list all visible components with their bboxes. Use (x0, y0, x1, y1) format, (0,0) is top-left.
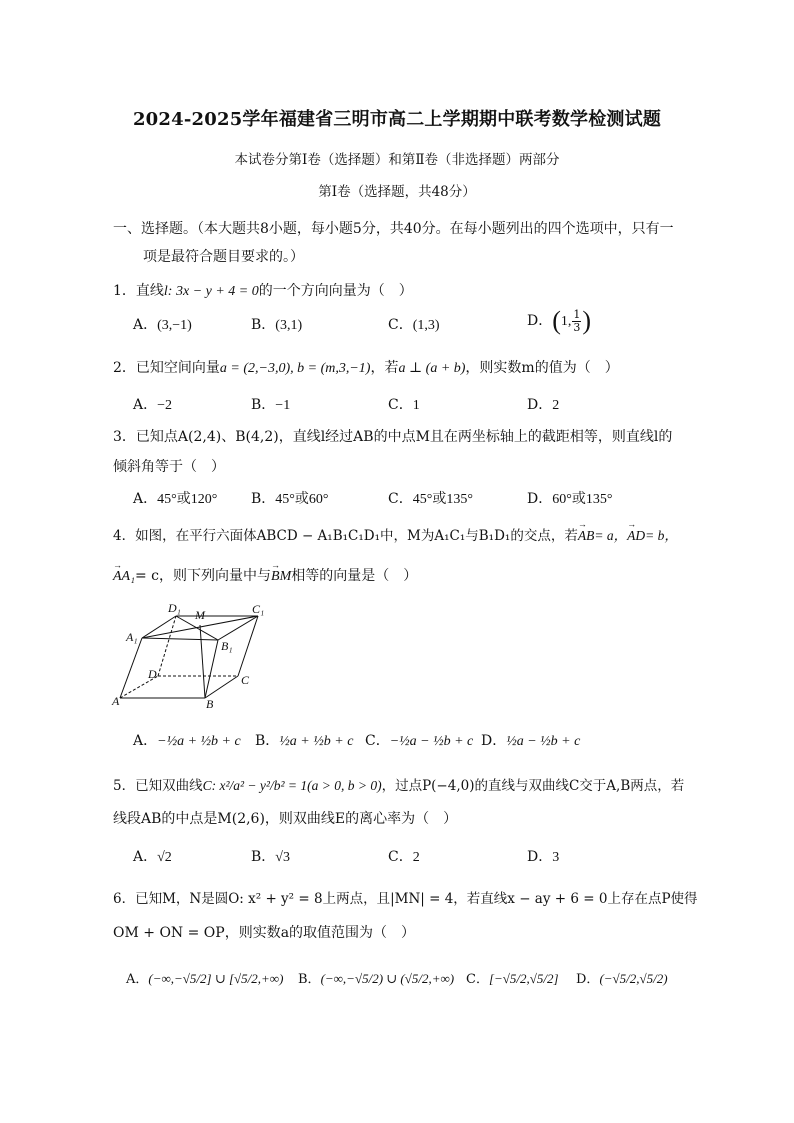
option-a: A．(3,−1) (133, 317, 192, 333)
parallelepiped-figure (110, 598, 280, 710)
intro-text: 本试卷分第Ⅰ卷（选择题）和第Ⅱ卷（非选择题）两部分 (234, 152, 560, 168)
question-2: 2．已知空间向量a = (2,−3,0), b = (m,3,−1)，若a ⊥ (a + b)，则实数m的值为（ ） (113, 360, 619, 376)
question-6-line2: OM + ON = OP，则实数a的取值范围为（ ） (113, 925, 416, 941)
option-d: D．½a − ½b + c (481, 733, 581, 749)
label-d1: D₁ (168, 601, 181, 615)
option-d: D．(1, $\frac{1}{3}$ ) (527, 306, 592, 335)
option-d: D．2 (527, 397, 560, 413)
question-number: 1． (113, 283, 136, 299)
question-5-line2: 线段AB的中点是M(2,6)，则双曲线E的离心率为（ ） (113, 811, 458, 827)
option-b: B．√3 (251, 849, 290, 865)
option-a: A．√2 (133, 849, 172, 865)
label-a1: A₁ (126, 630, 138, 644)
options-q5 (133, 846, 693, 870)
options-q4 (133, 730, 693, 754)
option-a: A．−½a + ½b + c (133, 733, 241, 749)
label-a: A (112, 694, 120, 708)
label-c: C (241, 673, 250, 687)
option-b: B．45°或60° (251, 491, 329, 507)
label-c1: C₁ (252, 602, 265, 616)
option-d: D．60°或135° (527, 491, 613, 507)
options-q6 (126, 968, 686, 992)
question-1 (113, 280, 413, 300)
question-5: 5．已知双曲线C: x²/a² − y²/b² = 1(a > 0, b > 0)，过点P(−4,0)的直线与双曲线C交于A,B两点，若 (113, 778, 685, 794)
label-b1: B₁ (221, 639, 233, 653)
label-d: D (148, 667, 157, 681)
question-4-line2: → AA₁= c，则下列向量中与→ BM相等的向量是（ ） (113, 565, 417, 585)
option-c: C．45°或135° (388, 491, 473, 507)
option-c: C．1 (388, 397, 420, 413)
section-heading-line1: 一、选择题。（本大题共8小题，每小题5分，共40分。在每小题列出的四个选项中，只有一 (113, 221, 674, 237)
option-c: C．−½a − ½b + c (365, 733, 474, 749)
option-c: C．(1,3) (388, 317, 440, 333)
option-a: A．45°或120° (133, 491, 218, 507)
option-d: D．3 (527, 849, 560, 865)
option-a: A．−2 (133, 397, 173, 413)
option-b: B．(3,1) (251, 317, 303, 333)
equation: a = (2,−3,0), b = (m,3,−1) (219, 361, 371, 376)
label-m: M (195, 608, 205, 622)
page-title: 2024-2025学年福建省三明市高二上学期期中联考数学检测试题 (132, 109, 662, 130)
option-b: B．½a + ½b + c (255, 733, 354, 749)
options-q3 (133, 488, 693, 512)
question-3: 3．已知点A(2,4)、B(4,2)，直线l经过AB的中点M且在两坐标轴上的截距相等，则直线l的 (113, 429, 673, 445)
question-4: 4．如图，在平行六面体ABCD − A₁B₁C₁D₁中，M为A₁C₁与B₁D₁的交点，若→ AB= a，→ AD= b， (113, 524, 678, 544)
section-heading-line2: 项是最符合题目要求的。） (143, 249, 304, 265)
label-b: B (206, 697, 214, 710)
equation: a ⊥ (a + b) (398, 361, 466, 376)
options-q2 (133, 394, 693, 418)
equation: l: 3x − y + 4 = 0 (163, 284, 259, 299)
question-text: 直线 (135, 283, 164, 299)
question-3-line2: 倾斜角等于（ ） (113, 459, 225, 475)
option-a: A．(−∞,−√5/2] ∪ [√5/2,+∞) (126, 971, 284, 987)
option-d: D．(−√5/2,√5/2) (576, 971, 668, 987)
equation: C: x²/a² − y²/b² = 1(a > 0, b > 0) (202, 778, 382, 793)
option-b: B．(−∞,−√5/2) ∪ (√5/2,+∞) (298, 971, 455, 987)
question-6: 6．已知M，N是圆O: x² + y² = 8上两点，且|MN| = 4，若直线x − ay + 6 = 0上存在点P使得 (113, 891, 698, 907)
options-q1 (133, 306, 693, 338)
question-text: 的一个方向向量为（ ） (258, 283, 413, 299)
option-c: C．[−√5/2,√5/2] (466, 971, 559, 987)
part-heading: 第Ⅰ卷（选择题，共48分） (318, 184, 476, 200)
option-c: C．2 (388, 849, 420, 865)
option-b: B．−1 (251, 397, 291, 413)
